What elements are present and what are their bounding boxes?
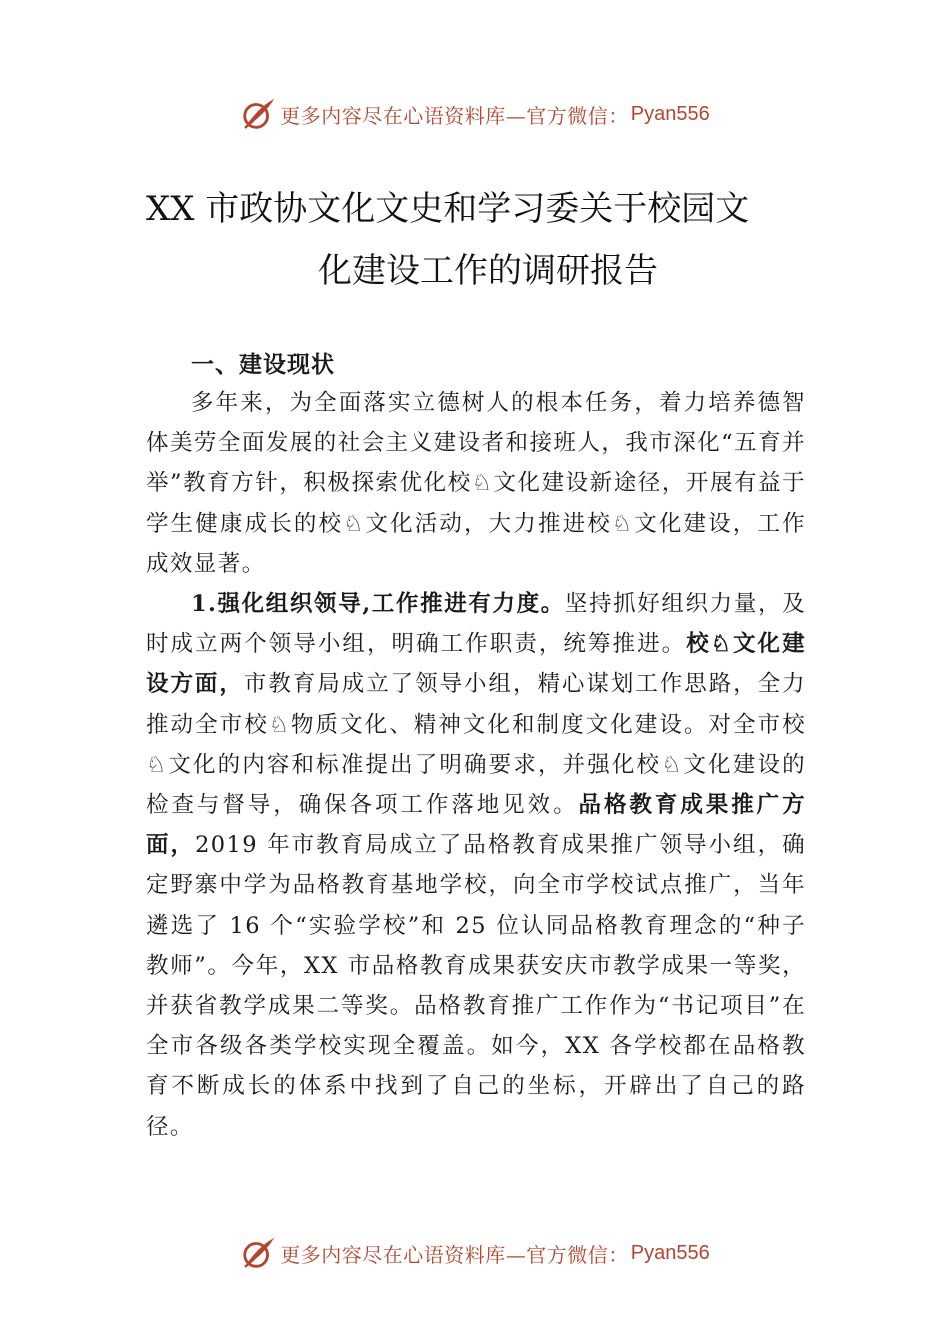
banner-text: 更多内容尽在心语资料库—官方微信： [280,103,629,128]
quill-logo-icon [240,1234,278,1272]
title-line-2: 化建设工作的调研报告 [318,251,658,291]
title-line-1: XX 市政协文化文史和学习委关于校园文 [146,189,750,229]
paragraph-2-lead: 1.强化组织领导,工作推进有力度。 [191,591,565,618]
quill-logo-icon [240,95,278,133]
section-heading: 一、建设现状 [191,351,335,378]
paragraph-1: 多年来，为全面落实立德树人的根本任务，着力培养德智体美劳全面发展的社会主义建设者和接班人，我市深化“五育并举”教育方针，积极探索优化校♘文化建设新途径，开展有益于学生健康成长的校♘文化活动，大力推进校♘文化建设，工作成效显著。 [146,390,806,577]
paragraph-2 [146,584,806,1147]
banner-wechat-id: Pyan556 [630,102,710,125]
paragraph-2-bold-3: 品格教育成果推广方面， [146,792,806,859]
banner-wechat-id: Pyan556 [630,1241,710,1264]
document-body [146,343,806,1147]
paragraph-2-bold-2: 校♘文化建设方面， [146,631,806,698]
header-watermark [0,92,950,136]
banner-text: 更多内容尽在心语资料库—官方微信： [280,1242,629,1267]
paragraph-2-text-1: 坚持抓好组织力量，及时成立两个领导小组，明确工作职责，统筹推进。 [146,591,806,658]
footer-watermark [0,1231,950,1275]
paragraph-2-text-2: 市教育局成立了领导小组，精心谋划工作思路，全力推动全市校♘物质文化、精神文化和制度文化建设。对全市校♘文化的内容和标准提出了明确要求，并强化校♘文化建设的检查与督导，确保各项工作落地见效。 [146,671,807,819]
paragraph-2-text-3: 2019 年市教育局成立了品格教育成果推广领导小组，确定野寨中学为品格教育基地学校，向全市学校试点推广，当年遴选了 16 个“实验学校”和 25 位认同品格教育理念的“种子教师”。今年，XX 市品格教育成果获安庆市教学成果一等奖，并获省教学成果二等奖。品格教育推广工作作为“书记项目”在全市各级各类学校实现全覆盖。如今，XX 各学校都在品格教育不断成长的体系中找到了自己的坐标，开辟出了自己的路径。 [146,832,806,1140]
